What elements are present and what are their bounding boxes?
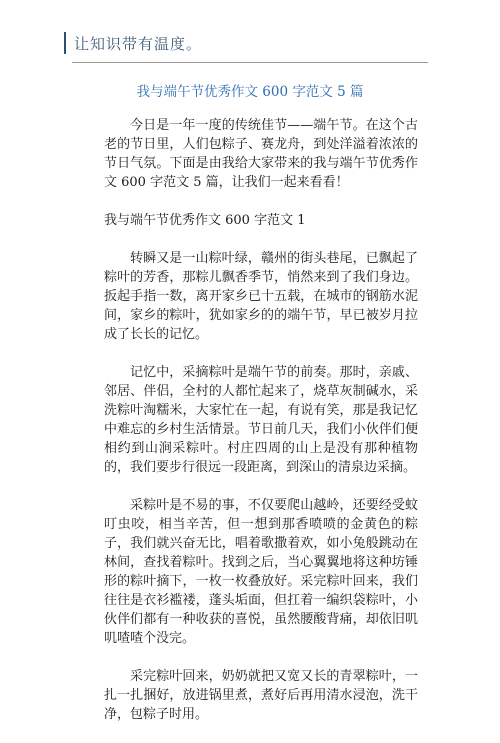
header-slogan: 让知识带有温度。	[74, 34, 203, 53]
essay-title: 我与端午节优秀作文 600 字范文 1	[104, 213, 306, 228]
document-title: 我与端午节优秀作文 600 字范文 5 篇	[136, 84, 364, 100]
document-body	[104, 116, 418, 743]
header-divider	[72, 62, 428, 63]
body-paragraph: 采粽叶是不易的事，不仅要爬山越岭，还要经受蚊叮虫咬，相当辛苦，但一想到那香喷喷的金黄色的粽子，我们就兴奋无比，唱着歌撒着欢，如小兔般跳动在林间，查找着粽叶。找到之后，当心翼翼地将这种坊锤形的粽叶摘下，一枚一枚叠放好。采完粽叶回来，我们往往是衣衫褴褛，蓬头垢面，但扛着一编织袋粽叶，小伙伴们都有一种收获的喜悦，虽然腰酸背痛，却依旧叽叽喳喳个没完。	[104, 498, 418, 646]
body-paragraph: 采完粽叶回来，奶奶就把又宽又长的青翠粽叶，一扎一扎捆好，放进锅里煮，煮好后再用清水浸泡，洗干净，包粽子时用。	[104, 669, 418, 722]
header-accent-bar	[64, 32, 66, 54]
page-header	[64, 30, 202, 56]
body-paragraph: 转瞬又是一山粽叶绿，赣州的街头巷尾，已飘起了粽叶的芳香，那粽儿飘香季节，悄然来到了我们身边。扳起手指一数，离开家乡已十五载，在城市的钢筋水泥间，家乡的粽叶，犹如家乡的的端午节，早已被岁月拉成了长长的记忆。	[104, 251, 418, 342]
intro-paragraph: 今日是一年一度的传统佳节——端午节。在这个古老的节日里，人们包粽子、赛龙舟，到处洋溢着浓浓的节日气氛。下面是由我给大家带来的我与端午节优秀作文 600 字范文 5 篇，让我们一起来看看！	[104, 118, 418, 190]
body-paragraph: 记忆中，采摘粽叶是端午节的前奏。那时，亲戚、邻居、伴侣，全村的人都忙起来了，烧草灰制碱水，采洗粽叶淘糯米，大家忙在一起，有说有笑，那是我记忆中难忘的乡村生活情景。节日前几天，我们小伙伴们便相约到山涧采粽叶。村庄四周的山上是没有那种植物的，我们要步行很远一段距离，到深山的清泉边采摘。	[104, 365, 418, 475]
